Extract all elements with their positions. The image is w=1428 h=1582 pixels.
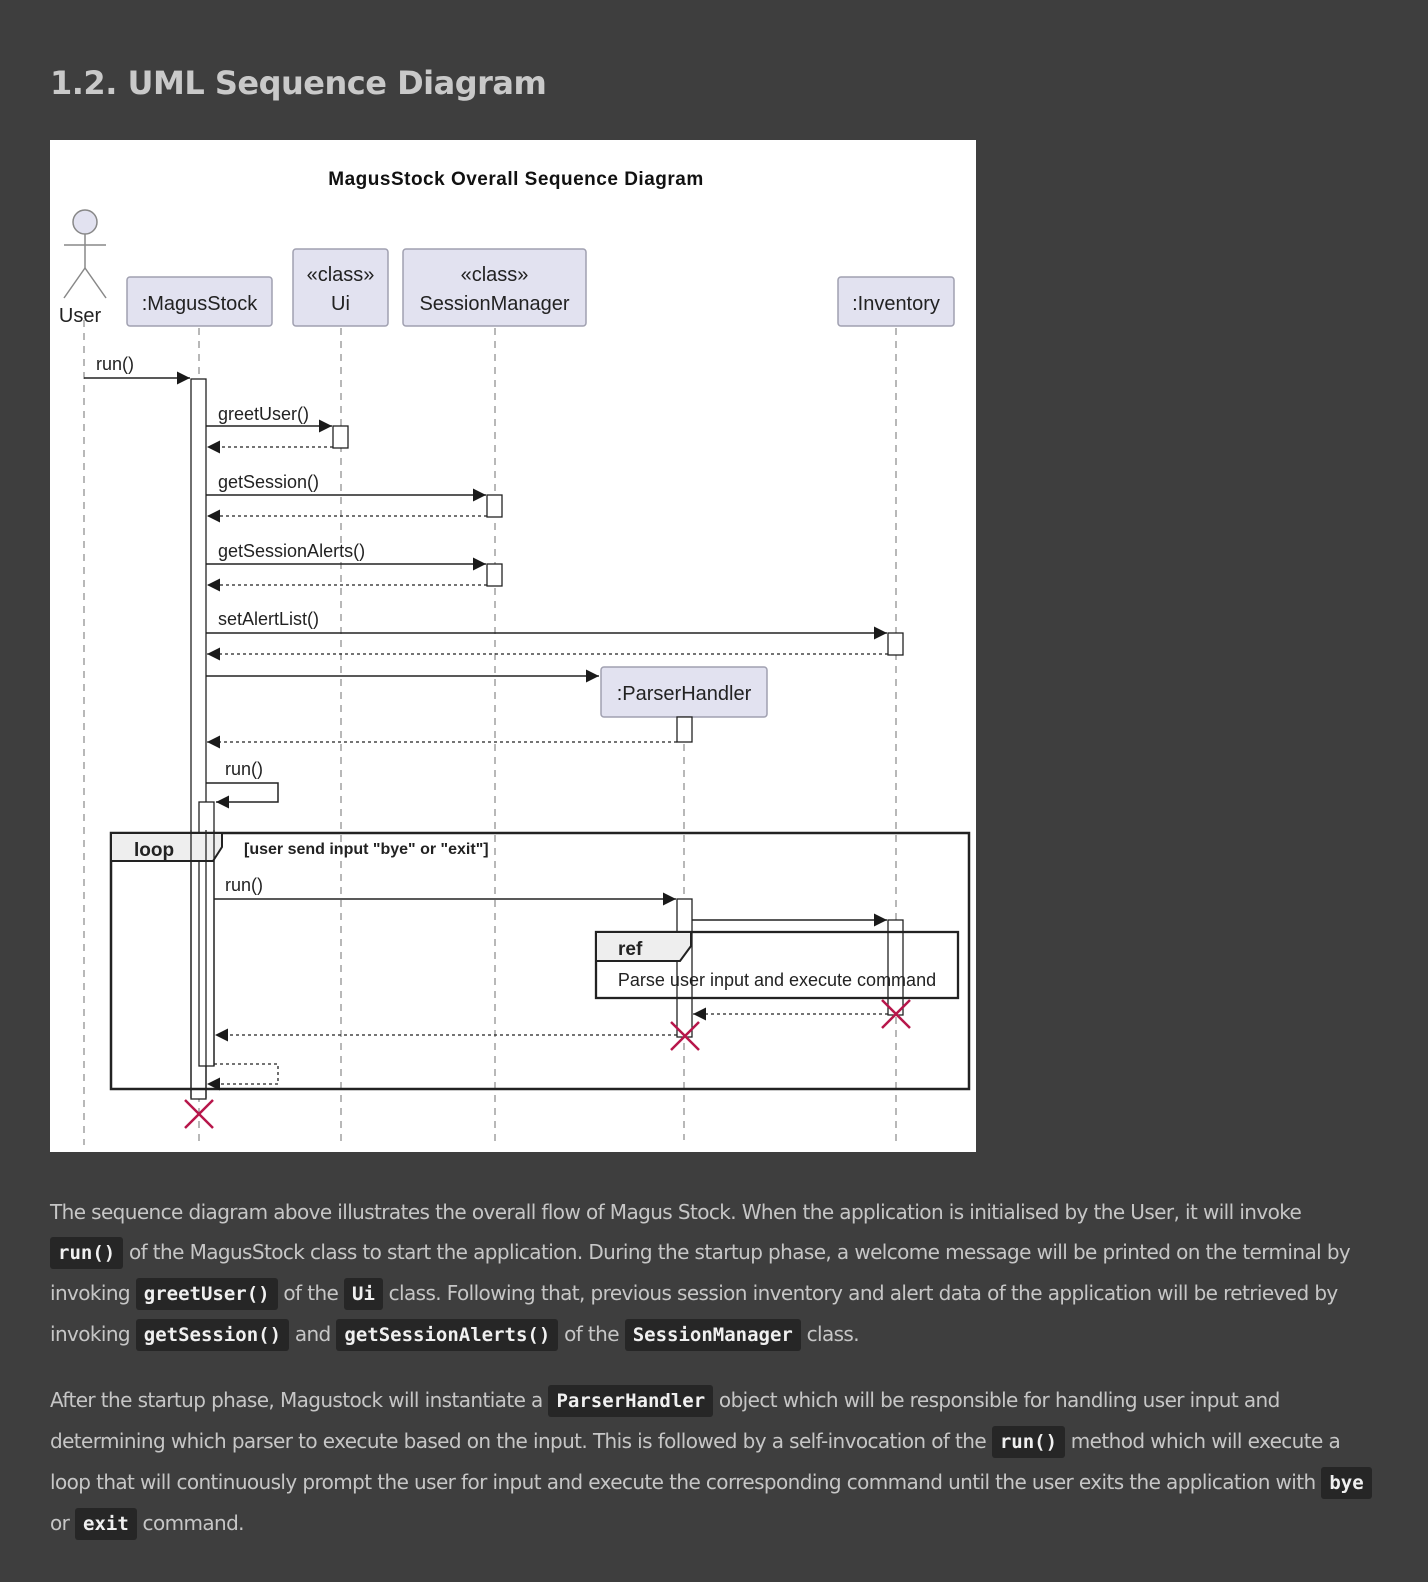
participant-magusstock-label: :MagusStock — [141, 293, 258, 315]
activation-parser-2 — [677, 899, 692, 1037]
message-label-run-user: run() — [96, 354, 135, 374]
message-self-run — [206, 783, 278, 802]
inline-code: ParserHandler — [548, 1385, 713, 1417]
inline-code: SessionManager — [625, 1319, 801, 1351]
paragraph-text: method which will execute a loop that will continuously prompt the user for input and execute the corresponding command until the user exits the application with — [50, 1429, 1341, 1494]
activation-inventory-1 — [888, 633, 903, 655]
inline-code: run() — [50, 1237, 123, 1269]
paragraph-text: of the — [277, 1281, 344, 1305]
activation-session-2 — [487, 564, 502, 586]
participant-parserhandler-label: :ParserHandler — [616, 683, 752, 705]
activation-session-1 — [487, 495, 502, 517]
ref-text: Parse user input and execute command — [617, 970, 937, 990]
inline-code: greetUser() — [136, 1278, 278, 1310]
participant-ui-stereotype: «class» — [306, 264, 375, 286]
actor-user-label: User — [58, 305, 102, 327]
inline-code: run() — [992, 1426, 1065, 1458]
activation-parser-1 — [677, 717, 692, 742]
participant-inventory-label: :Inventory — [852, 293, 940, 315]
paragraph-text: The sequence diagram above illustrates the overall flow of Magus Stock. When the application is initialised by the User, it will invoke — [50, 1200, 1302, 1224]
section-heading: 1.2. UML Sequence Diagram — [50, 64, 547, 102]
loop-frame — [111, 833, 969, 1089]
inline-code: exit — [75, 1508, 137, 1540]
message-label-greetuser: greetUser() — [218, 404, 310, 424]
ref-frame — [596, 932, 958, 998]
inline-code: bye — [1321, 1467, 1371, 1499]
message-label-getsessionalerts: getSessionAlerts() — [218, 541, 366, 561]
paragraph-text: object which will be responsible for handling user input and determining which parser to execute based on the input. This is followed by a self-invocation of the — [50, 1388, 1280, 1453]
ref-keyword: ref — [618, 939, 643, 960]
paragraph-text: of the — [558, 1322, 625, 1346]
paragraph-text: class. — [800, 1322, 860, 1346]
inline-code: Ui — [344, 1278, 383, 1310]
paragraph-text: command. — [136, 1511, 244, 1535]
participant-sessionmanager — [403, 249, 586, 326]
paragraph-text: of the MagusStock class to start the application. During the startup phase, a welcome message will be printed on the terminal by invoking — [50, 1240, 1351, 1305]
sequence-diagram-svg — [50, 140, 976, 1152]
participant-ui-label: Ui — [331, 293, 350, 315]
message-label-setalertlist: setAlertList() — [218, 609, 320, 629]
message-label-getsession: getSession() — [218, 472, 320, 492]
paragraph-text: and — [289, 1322, 337, 1346]
participant-sessionmanager-stereotype: «class» — [460, 264, 529, 286]
actor-head-icon — [73, 210, 97, 234]
loop-guard: [user send input "bye" or "exit"] — [244, 841, 489, 858]
paragraph-text: or — [50, 1511, 76, 1535]
activation-ui — [333, 426, 348, 448]
activation-inventory-2 — [888, 920, 903, 1015]
inline-code: getSessionAlerts() — [336, 1319, 558, 1351]
paragraph-text: class. Following that, previous session inventory and alert data of the application will be retrieved by invoking — [50, 1281, 1338, 1346]
diagram-title: MagusStock Overall Sequence Diagram — [328, 169, 704, 190]
sequence-diagram — [50, 140, 976, 1152]
loop-keyword: loop — [134, 840, 175, 861]
inline-code: getSession() — [136, 1319, 289, 1351]
participant-inventory — [838, 277, 954, 326]
message-label-self-run: run() — [225, 759, 264, 779]
participant-sessionmanager-label: SessionManager — [419, 293, 570, 315]
paragraph-text: After the startup phase, Magustock will instantiate a — [50, 1388, 549, 1412]
message-label-run-parser: run() — [225, 875, 264, 895]
actor-user — [64, 210, 106, 298]
participant-parserhandler — [601, 667, 767, 717]
paragraph-loop — [50, 1380, 1380, 1544]
return-self-run — [207, 1064, 278, 1084]
participant-ui — [293, 249, 388, 326]
participant-magusstock — [127, 277, 272, 326]
paragraph-overview — [50, 1192, 1380, 1355]
